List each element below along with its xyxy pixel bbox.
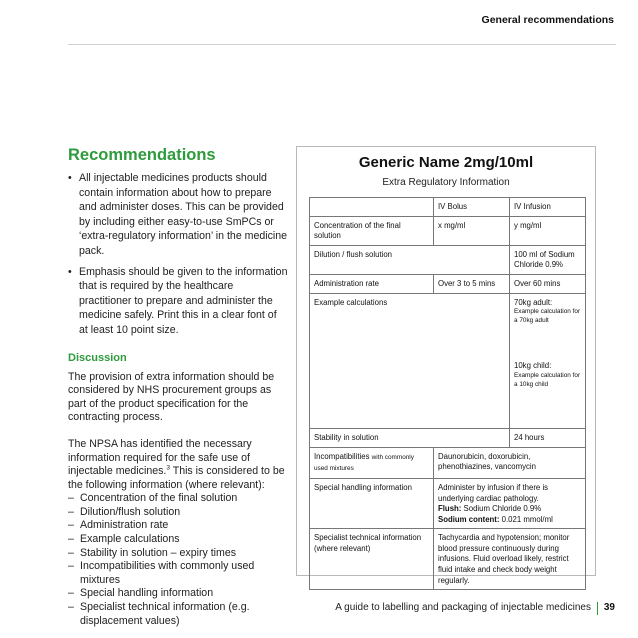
panel-subtitle: Extra Regulatory Information [382,177,510,188]
table-cell: Over 3 to 5 mins [434,274,510,293]
list-item: – Concentration of the final solution [68,492,288,506]
sodium-content-value: 0.021 mmol/ml [499,514,553,524]
table-cell-empty [310,198,434,217]
discussion-paragraph: The provision of extra information should be considered by NHS procurement groups as part of the product specification for the contracting process. [68,370,275,424]
list-item: – Administration rate [68,519,288,533]
extra-regulatory-information-panel [296,146,596,585]
table-cell: 100 ml of Sodium Chloride 0.9% [510,245,586,274]
table-row [310,216,586,245]
list-item: – Special handling information [68,587,288,601]
adult-calculation-note: Example calculation for a 70kg adult [514,308,581,324]
table-cell: Tachycardia and hypotension; monitor blood pressure continuously during infusions. Fluid overload likely, restrict fluid intake and check body weight regularly. [434,529,586,590]
panel-title: Generic Name 2mg/10ml [358,154,534,171]
row-label: Concentration of the final solution [310,216,434,245]
footer-divider [597,602,598,615]
calculation-gap [514,325,581,361]
child-calculation-note: Example calculation for a 10kg child [514,371,581,388]
child-calculation-title: 10kg child: [514,361,552,371]
npsa-text: The NPSA has identified the necessary information required for the safe use of injectable medicines. [68,437,252,478]
recommendations-heading: Recommendations [68,146,216,164]
recommendations-list [68,171,288,338]
row-label [310,447,434,478]
table-row [310,274,586,293]
list-item: – Incompatibilities with commonly used mixtures [68,560,288,587]
column-header-infusion: IV Infusion [510,198,586,217]
flush-value: Sodium Chloride 0.9% [461,504,542,514]
table-row [310,245,586,274]
column-header-bolus: IV Bolus [434,198,510,217]
table-cell-calculations [510,293,586,429]
list-item: – Stability in solution – expiry times [68,547,288,561]
list-item: – Specialist technical information (e.g. displacement values) [68,601,288,628]
row-label: Dilution / flush solution [310,245,510,274]
table-row [310,447,586,478]
table-cell: y mg/ml [510,216,586,245]
left-column [68,146,288,628]
table-cell: x mg/ml [434,216,510,245]
table-row [310,429,586,448]
footer-title: A guide to labelling and packaging of injectable medicines [335,602,591,613]
list-item: – Dilution/flush solution [68,506,288,520]
incompatibilities-label-note: with commonly used mixtures [314,453,414,473]
table-row [310,293,586,429]
row-label: Special handling information [310,478,434,528]
discussion-paragraph-npsa [68,438,288,492]
incompatibilities-label: Incompatibilities [314,451,370,461]
adult-calculation-title: 70kg adult: [514,297,553,307]
table-header-row [310,198,586,217]
recommendation-bullet: • Emphasis should be given to the information that is required by the healthcare practitioner to prepare and administer the medicine safely. Print this in a clear font of at least 10 point size. [68,265,288,338]
table-row [310,478,586,528]
recommendation-bullet: • All injectable medicines products should contain information about how to prepare and administer doses. This can be provided by including either easy-to-use SmPCs or ‘extra-regulatory information’ in the medicine pack. [68,171,288,259]
table-cell: 24 hours [510,429,586,448]
table-cell: Over 60 mins [510,274,586,293]
npsa-text-tail: This is considered to be the following information (where relevant): [68,465,285,491]
discussion-heading: Discussion [68,351,127,364]
required-information-list [68,492,288,628]
table-cell: Daunorubicin, doxorubicin, phenothiazines, vancomycin [434,447,586,478]
row-label: Specialist technical information (where relevant) [310,529,434,590]
page-number: 39 [603,602,615,613]
sodium-content-label: Sodium content: [438,514,500,524]
header-title: General recommendations [481,14,614,26]
flush-label: Flush: [438,504,462,514]
row-label: Administration rate [310,274,434,293]
special-handling-text: Administer by infusion if there is underlying cardiac pathology. [438,482,549,503]
row-label: Stability in solution [310,429,510,448]
calculation-gap [514,389,581,425]
table-cell-special-handling [434,478,586,528]
header-divider [68,44,616,45]
information-table [309,197,586,590]
row-label: Example calculations [310,293,510,429]
list-item: – Example calculations [68,533,288,547]
table-row [310,529,586,590]
reference-superscript: 3 [166,464,170,472]
paragraph-spacer [68,425,288,438]
